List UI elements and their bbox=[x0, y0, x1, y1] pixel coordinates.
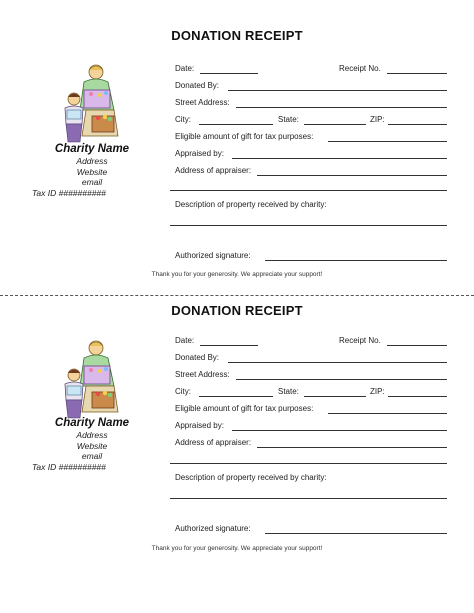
authorized-signature-line[interactable] bbox=[265, 260, 447, 261]
zip-label: ZIP: bbox=[370, 387, 385, 396]
zip-line[interactable] bbox=[388, 124, 447, 125]
address-of-appraiser-label: Address of appraiser: bbox=[175, 166, 252, 175]
charity-website: Website bbox=[76, 440, 108, 451]
state-label: State: bbox=[278, 387, 299, 396]
charity-tax-id: Tax ID ########## bbox=[32, 461, 106, 472]
receipt-footer: Thank you for your generosity. We appreciate your support! bbox=[151, 271, 323, 278]
date-label: Date: bbox=[175, 336, 195, 345]
authorized-signature-line[interactable] bbox=[265, 533, 447, 534]
receipt-no-label: Receipt No. bbox=[339, 336, 381, 345]
donated-by-label: Donated By: bbox=[175, 353, 220, 362]
charity-tax-id: Tax ID ########## bbox=[32, 187, 106, 198]
description-label: Description of property received by charity: bbox=[175, 200, 327, 209]
city-label: City: bbox=[175, 115, 191, 124]
address-of-appraiser-line[interactable] bbox=[257, 447, 447, 448]
receipt-no-line[interactable] bbox=[387, 73, 447, 74]
address-of-appraiser-line-2[interactable] bbox=[170, 190, 447, 191]
eligible-amount-line[interactable] bbox=[328, 141, 447, 142]
street-address-label: Street Address: bbox=[175, 370, 230, 379]
donated-by-line[interactable] bbox=[228, 90, 447, 91]
authorized-signature-label: Authorized signature: bbox=[175, 251, 251, 260]
description-line[interactable] bbox=[170, 498, 447, 499]
charity-info bbox=[30, 143, 154, 198]
description-line[interactable] bbox=[170, 225, 447, 226]
donation-receipt bbox=[0, 302, 474, 592]
charity-address: Address bbox=[76, 430, 108, 440]
receipt-title: DONATION RECEIPT bbox=[171, 28, 303, 43]
appraised-by-line[interactable] bbox=[232, 430, 447, 431]
appraised-by-label: Appraised by: bbox=[175, 421, 224, 430]
zip-label: ZIP: bbox=[370, 115, 385, 124]
appraised-by-line[interactable] bbox=[232, 158, 447, 159]
date-line[interactable] bbox=[200, 345, 258, 346]
charity-address: Address bbox=[76, 156, 108, 166]
city-line[interactable] bbox=[199, 396, 273, 397]
donated-by-label: Donated By: bbox=[175, 81, 220, 90]
street-address-line[interactable] bbox=[236, 107, 447, 108]
description-label: Description of property received by charity: bbox=[175, 473, 327, 482]
appraised-by-label: Appraised by: bbox=[175, 149, 224, 158]
receipt-no-label: Receipt No. bbox=[339, 64, 381, 73]
state-label: State: bbox=[278, 115, 299, 124]
donor-with-child-illustration bbox=[58, 62, 128, 144]
donation-receipt bbox=[0, 0, 474, 290]
charity-name: Charity Name bbox=[54, 143, 130, 155]
date-label: Date: bbox=[175, 64, 195, 73]
charity-info bbox=[30, 417, 154, 472]
charity-name: Charity Name bbox=[54, 417, 130, 429]
street-address-label: Street Address: bbox=[175, 98, 230, 107]
receipt-no-line[interactable] bbox=[387, 345, 447, 346]
eligible-amount-line[interactable] bbox=[328, 413, 447, 414]
charity-email: email bbox=[81, 177, 103, 187]
receipt-footer: Thank you for your generosity. We appreciate your support! bbox=[151, 545, 323, 552]
date-line[interactable] bbox=[200, 73, 258, 74]
charity-website: Website bbox=[76, 166, 108, 177]
address-of-appraiser-line[interactable] bbox=[257, 175, 447, 176]
charity-email: email bbox=[81, 451, 103, 461]
donated-by-line[interactable] bbox=[228, 362, 447, 363]
authorized-signature-label: Authorized signature: bbox=[175, 524, 251, 533]
city-line[interactable] bbox=[199, 124, 273, 125]
state-line[interactable] bbox=[304, 396, 366, 397]
donor-with-child-illustration bbox=[58, 338, 128, 420]
address-of-appraiser-line-2[interactable] bbox=[170, 463, 447, 464]
eligible-amount-label: Eligible amount of gift for tax purposes: bbox=[175, 132, 314, 141]
cut-line-divider bbox=[0, 295, 474, 296]
address-of-appraiser-label: Address of appraiser: bbox=[175, 438, 252, 447]
receipt-title: DONATION RECEIPT bbox=[171, 303, 303, 318]
city-label: City: bbox=[175, 387, 191, 396]
eligible-amount-label: Eligible amount of gift for tax purposes: bbox=[175, 404, 314, 413]
street-address-line[interactable] bbox=[236, 379, 447, 380]
state-line[interactable] bbox=[304, 124, 366, 125]
zip-line[interactable] bbox=[388, 396, 447, 397]
